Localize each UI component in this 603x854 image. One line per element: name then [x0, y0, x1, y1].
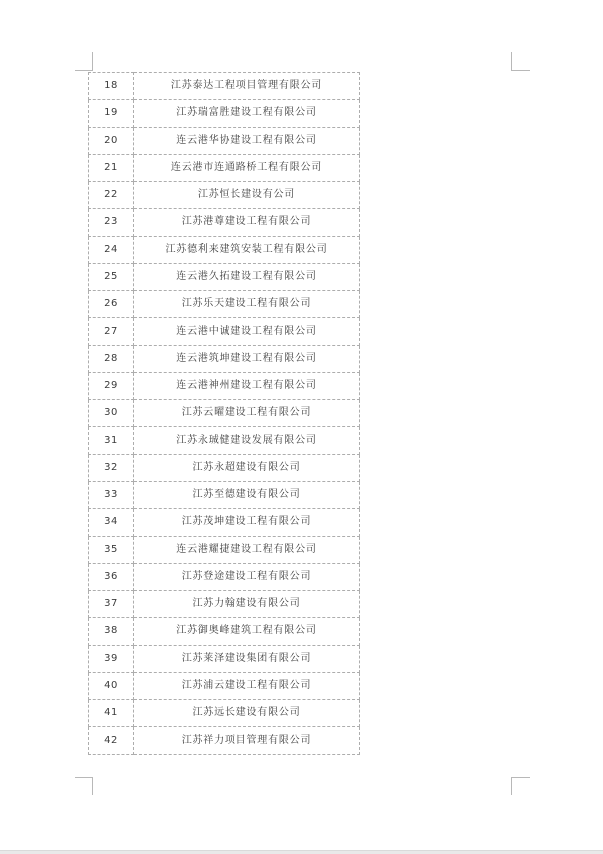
table-row — [89, 536, 360, 563]
table-row — [89, 672, 360, 699]
row-number-cell: 37 — [89, 591, 134, 618]
company-name-cell: 江苏祥力项目管理有限公司 — [134, 727, 360, 755]
row-number-cell: 19 — [89, 100, 134, 127]
company-name-cell: 江苏力翰建设有限公司 — [134, 591, 360, 618]
table-row — [89, 318, 360, 345]
company-name-cell: 江苏永超建设有限公司 — [134, 454, 360, 481]
table-row — [89, 73, 360, 100]
row-number-cell: 26 — [89, 291, 134, 318]
row-number-cell: 25 — [89, 263, 134, 290]
company-name-cell: 江苏浦云建设工程有限公司 — [134, 672, 360, 699]
company-table — [88, 72, 360, 755]
table-row — [89, 509, 360, 536]
table-row — [89, 700, 360, 727]
table-row — [89, 345, 360, 372]
table-row — [89, 454, 360, 481]
margin-crop-mark-bottom-left — [75, 777, 93, 795]
company-name-cell: 连云港耀捷建设工程有限公司 — [134, 536, 360, 563]
row-number-cell: 22 — [89, 182, 134, 209]
table-row — [89, 563, 360, 590]
row-number-cell: 28 — [89, 345, 134, 372]
table-row — [89, 127, 360, 154]
row-number-cell: 31 — [89, 427, 134, 454]
row-number-cell: 35 — [89, 536, 134, 563]
row-number-cell: 42 — [89, 727, 134, 755]
table-row — [89, 427, 360, 454]
company-name-cell: 江苏莱泽建设集团有限公司 — [134, 645, 360, 672]
table-row — [89, 727, 360, 755]
row-number-cell: 23 — [89, 209, 134, 236]
table-row — [89, 372, 360, 399]
row-number-cell: 29 — [89, 372, 134, 399]
row-number-cell: 41 — [89, 700, 134, 727]
table-row — [89, 236, 360, 263]
company-name-cell: 江苏瑞富胜建设工程有限公司 — [134, 100, 360, 127]
company-name-cell: 江苏永珹健建设发展有限公司 — [134, 427, 360, 454]
company-name-cell: 连云港市连通路桥工程有限公司 — [134, 154, 360, 181]
row-number-cell: 34 — [89, 509, 134, 536]
table-row — [89, 209, 360, 236]
company-name-cell: 连云港神州建设工程有限公司 — [134, 372, 360, 399]
row-number-cell: 18 — [89, 73, 134, 100]
row-number-cell: 39 — [89, 645, 134, 672]
table-row — [89, 100, 360, 127]
company-name-cell: 江苏远长建设有限公司 — [134, 700, 360, 727]
row-number-cell: 27 — [89, 318, 134, 345]
table-row — [89, 618, 360, 645]
row-number-cell: 33 — [89, 481, 134, 508]
page-bottom-gap — [0, 850, 603, 854]
table-row — [89, 400, 360, 427]
table-row — [89, 291, 360, 318]
row-number-cell: 30 — [89, 400, 134, 427]
company-name-cell: 江苏港尊建设工程有限公司 — [134, 209, 360, 236]
company-name-cell: 连云港中诚建设工程有限公司 — [134, 318, 360, 345]
company-name-cell: 江苏泰达工程项目管理有限公司 — [134, 73, 360, 100]
table-row — [89, 591, 360, 618]
table-row — [89, 645, 360, 672]
company-table-body — [89, 73, 360, 755]
margin-crop-mark-top-right — [511, 52, 530, 71]
company-name-cell: 连云港华协建设工程有限公司 — [134, 127, 360, 154]
row-number-cell: 24 — [89, 236, 134, 263]
table-row — [89, 182, 360, 209]
margin-crop-mark-top-left — [75, 52, 93, 71]
table-row — [89, 481, 360, 508]
row-number-cell: 21 — [89, 154, 134, 181]
company-name-cell: 江苏德利来建筑安装工程有限公司 — [134, 236, 360, 263]
table-row — [89, 154, 360, 181]
row-number-cell: 38 — [89, 618, 134, 645]
company-name-cell: 江苏云曜建设工程有限公司 — [134, 400, 360, 427]
company-name-cell: 江苏登途建设工程有限公司 — [134, 563, 360, 590]
table-row — [89, 263, 360, 290]
row-number-cell: 20 — [89, 127, 134, 154]
company-name-cell: 江苏至德建设有限公司 — [134, 481, 360, 508]
margin-crop-mark-bottom-right — [511, 777, 530, 795]
row-number-cell: 32 — [89, 454, 134, 481]
company-name-cell: 江苏乐天建设工程有限公司 — [134, 291, 360, 318]
row-number-cell: 36 — [89, 563, 134, 590]
row-number-cell: 40 — [89, 672, 134, 699]
company-name-cell: 连云港筑坤建设工程有限公司 — [134, 345, 360, 372]
company-name-cell: 连云港久拓建设工程有限公司 — [134, 263, 360, 290]
company-name-cell: 江苏御奥峰建筑工程有限公司 — [134, 618, 360, 645]
company-name-cell: 江苏恒长建设有公司 — [134, 182, 360, 209]
company-name-cell: 江苏茂坤建设工程有限公司 — [134, 509, 360, 536]
